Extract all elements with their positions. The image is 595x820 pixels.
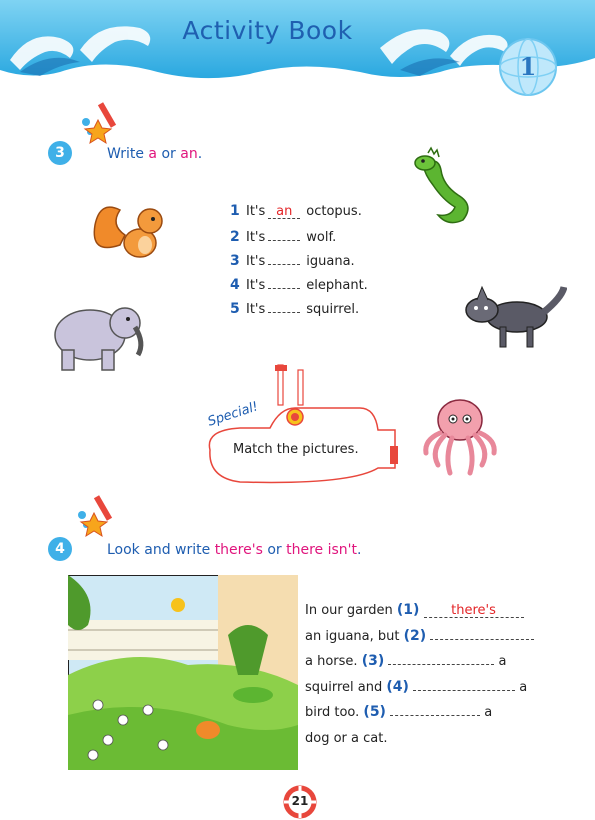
answer-blank[interactable]	[268, 299, 300, 313]
sentence-word: octopus.	[306, 204, 362, 219]
fill-in-paragraph	[305, 598, 555, 751]
answer-blank[interactable]	[268, 227, 300, 241]
blank-number: (5)	[363, 704, 386, 720]
exercise-4-title: Look and write there's or there isn't.	[107, 542, 362, 558]
iguana-picture[interactable]	[403, 145, 488, 230]
answer-blank[interactable]	[388, 651, 494, 665]
exercise-4-number: 4	[48, 537, 72, 561]
sentence-item	[230, 299, 368, 323]
item-number: 4	[230, 277, 240, 293]
sentence-prefix: It's	[246, 204, 266, 219]
squirrel-picture[interactable]	[90, 195, 175, 265]
paragraph-text: In our garden	[305, 603, 393, 618]
answer-blank[interactable]: an	[268, 205, 300, 219]
sentence-prefix: It's	[246, 302, 266, 317]
paragraph-text: an iguana, but	[305, 628, 400, 644]
paragraph-text: a	[484, 705, 493, 720]
paragraph-text: bird too.	[305, 705, 360, 720]
sentence-word: squirrel.	[306, 302, 360, 317]
submarine-graphic	[200, 360, 405, 490]
answer-blank[interactable]: there's	[424, 604, 524, 618]
sentence-item	[230, 227, 368, 251]
special-label: Special!	[205, 399, 261, 430]
elephant-picture[interactable]	[50, 295, 150, 375]
sentence-item	[230, 275, 368, 299]
wolf-picture[interactable]	[462, 282, 567, 352]
answer-blank[interactable]	[413, 677, 515, 691]
exercise-3-title: Write a or an.	[107, 146, 203, 162]
blank-number: (1)	[396, 602, 420, 618]
sentence-prefix: It's	[246, 278, 266, 293]
page-number: 21	[291, 794, 309, 808]
sentence-word: iguana.	[306, 254, 355, 269]
exercise-3-number: 3	[48, 141, 72, 165]
pencil-star-icon	[74, 495, 114, 543]
answer-blank[interactable]	[390, 702, 480, 716]
item-number: 2	[230, 229, 240, 245]
blank-number: (3)	[361, 653, 385, 669]
octopus-picture[interactable]	[420, 395, 500, 480]
sentence-list	[230, 203, 368, 323]
sentence-word: elephant.	[306, 278, 368, 293]
answer-blank[interactable]	[268, 275, 300, 289]
paragraph-text: a	[519, 679, 528, 695]
paragraph-text: dog or a cat.	[305, 730, 388, 746]
paragraph-text: a horse.	[305, 654, 358, 669]
item-number: 3	[230, 253, 240, 269]
sentence-item	[230, 251, 368, 275]
page-title: Activity Book	[182, 16, 353, 45]
answer-blank[interactable]	[430, 626, 534, 640]
sentence-prefix: It's	[246, 230, 266, 245]
sentence-item	[230, 203, 368, 227]
garden-picture	[68, 575, 298, 770]
sentence-prefix: It's	[246, 254, 266, 269]
answer-blank[interactable]	[268, 251, 300, 265]
unit-number: 1	[519, 52, 537, 81]
paragraph-text: a	[498, 654, 507, 669]
special-instruction: Match the pictures.	[233, 442, 359, 457]
blank-number: (4)	[386, 678, 409, 695]
item-number: 5	[230, 301, 240, 317]
paragraph-text: squirrel and	[305, 679, 383, 695]
sentence-word: wolf.	[306, 230, 337, 245]
item-number: 1	[230, 203, 240, 219]
blank-number: (2)	[403, 627, 427, 644]
pencil-star-icon	[78, 102, 118, 150]
